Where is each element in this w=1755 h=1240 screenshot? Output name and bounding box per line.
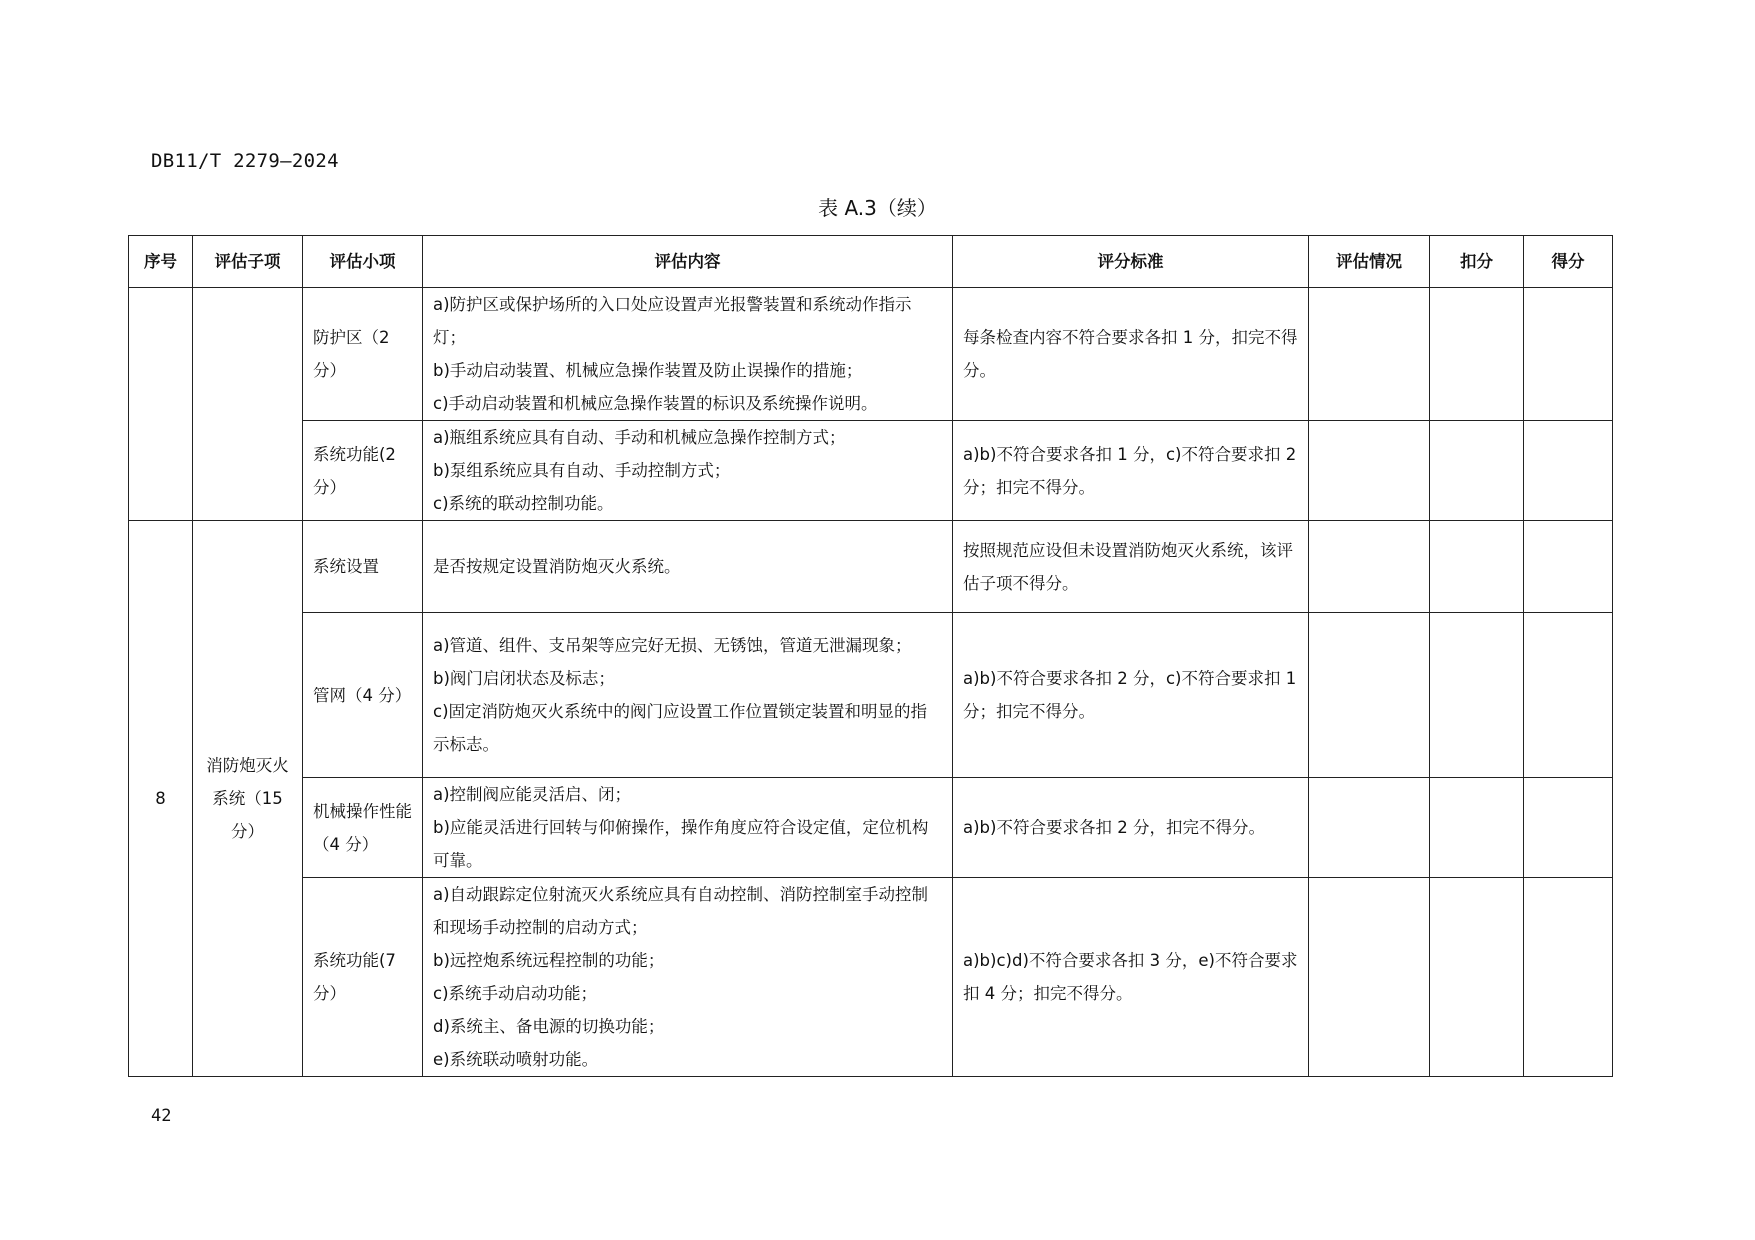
table-row [129, 613, 1613, 778]
table-title: 表 A.3（续） [818, 196, 937, 220]
content-line: b)远控炮系统远程控制的功能； [433, 951, 665, 970]
status-cell [1309, 521, 1430, 613]
col-header-status: 评估情况 [1309, 236, 1430, 288]
col-header-deduction: 扣分 [1430, 236, 1524, 288]
col-header-item: 评估子项 [193, 236, 303, 288]
content-cell [423, 288, 953, 421]
deduction-cell [1430, 878, 1524, 1077]
content-line: a)自动跟踪定位射流灭火系统应具有自动控制、消防控制室手动控制和现场手动控制的启动方式； [433, 885, 929, 937]
status-cell [1309, 288, 1430, 421]
content-line: c)固定消防炮灭火系统中的阀门应设置工作位置锁定装置和明显的指示标志。 [433, 702, 928, 754]
content-line: b)应能灵活进行回转与仰俯操作，操作角度应符合设定值，定位机构可靠。 [433, 818, 929, 870]
content-line: e)系统联动喷射功能。 [433, 1050, 599, 1069]
content-cell [423, 521, 953, 613]
sub-item-cell: 机械操作性能（4 分） [303, 778, 423, 878]
col-header-criteria: 评分标准 [953, 236, 1309, 288]
row-no-cell [129, 288, 193, 521]
content-line: d)系统主、备电源的切换功能； [433, 1017, 665, 1036]
content-line: c)手动启动装置和机械应急操作装置的标识及系统操作说明。 [433, 394, 878, 413]
deduction-cell [1430, 778, 1524, 878]
table-row [129, 778, 1613, 878]
score-cell [1524, 778, 1613, 878]
score-cell [1524, 421, 1613, 521]
document-code: DB11/T 2279—2024 [151, 150, 339, 172]
content-line: a)防护区或保护场所的入口处应设置声光报警装置和系统动作指示灯； [433, 295, 912, 347]
criteria-cell: a)b)不符合要求各扣 1 分，c)不符合要求扣 2 分；扣完不得分。 [953, 421, 1309, 521]
criteria-cell: 按照规范应设但未设置消防炮灭火系统，该评估子项不得分。 [953, 521, 1309, 613]
content-line: b)手动启动装置、机械应急操作装置及防止误操作的措施； [433, 361, 863, 380]
deduction-cell [1430, 613, 1524, 778]
sub-item-cell: 管网（4 分） [303, 613, 423, 778]
content-line: b)阀门启闭状态及标志； [433, 669, 615, 688]
sub-item-cell: 系统设置 [303, 521, 423, 613]
table-row [129, 521, 1613, 613]
deduction-cell [1430, 288, 1524, 421]
col-header-score: 得分 [1524, 236, 1613, 288]
row-item-cell: 消防炮灭火系统（15分） [193, 521, 303, 1077]
score-cell [1524, 878, 1613, 1077]
status-cell [1309, 778, 1430, 878]
table-row [129, 421, 1613, 521]
sub-item-cell: 防护区（2分） [303, 288, 423, 421]
evaluation-table [128, 235, 1613, 1077]
table-row [129, 288, 1613, 421]
criteria-cell: 每条检查内容不符合要求各扣 1 分，扣完不得分。 [953, 288, 1309, 421]
col-header-no: 序号 [129, 236, 193, 288]
score-cell [1524, 613, 1613, 778]
col-header-content: 评估内容 [423, 236, 953, 288]
sub-item-cell: 系统功能(2分） [303, 421, 423, 521]
col-header-sub-item: 评估小项 [303, 236, 423, 288]
table-row [129, 878, 1613, 1077]
content-line: b)泵组系统应具有自动、手动控制方式； [433, 461, 731, 480]
content-line: a)管道、组件、支吊架等应完好无损、无锈蚀，管道无泄漏现象； [433, 636, 912, 655]
criteria-cell: a)b)不符合要求各扣 2 分，扣完不得分。 [953, 778, 1309, 878]
content-line: c)系统手动启动功能； [433, 984, 598, 1003]
content-line: c)系统的联动控制功能。 [433, 494, 614, 513]
score-cell [1524, 288, 1613, 421]
status-cell [1309, 613, 1430, 778]
page-number: 42 [151, 1106, 172, 1126]
content-cell [423, 421, 953, 521]
deduction-cell [1430, 421, 1524, 521]
deduction-cell [1430, 521, 1524, 613]
row-no-cell: 8 [129, 521, 193, 1077]
row-item-cell [193, 288, 303, 521]
criteria-cell: a)b)不符合要求各扣 2 分，c)不符合要求扣 1 分；扣完不得分。 [953, 613, 1309, 778]
content-line: a)控制阀应能灵活启、闭； [433, 785, 632, 804]
sub-item-cell: 系统功能(7分） [303, 878, 423, 1077]
criteria-cell: a)b)c)d)不符合要求各扣 3 分，e)不符合要求扣 4 分；扣完不得分。 [953, 878, 1309, 1077]
status-cell [1309, 878, 1430, 1077]
content-line: 是否按规定设置消防炮灭火系统。 [433, 557, 681, 576]
content-cell [423, 878, 953, 1077]
content-line: a)瓶组系统应具有自动、手动和机械应急操作控制方式； [433, 428, 846, 447]
content-cell [423, 613, 953, 778]
score-cell [1524, 521, 1613, 613]
content-cell [423, 778, 953, 878]
status-cell [1309, 421, 1430, 521]
table-header-row [129, 236, 1613, 288]
